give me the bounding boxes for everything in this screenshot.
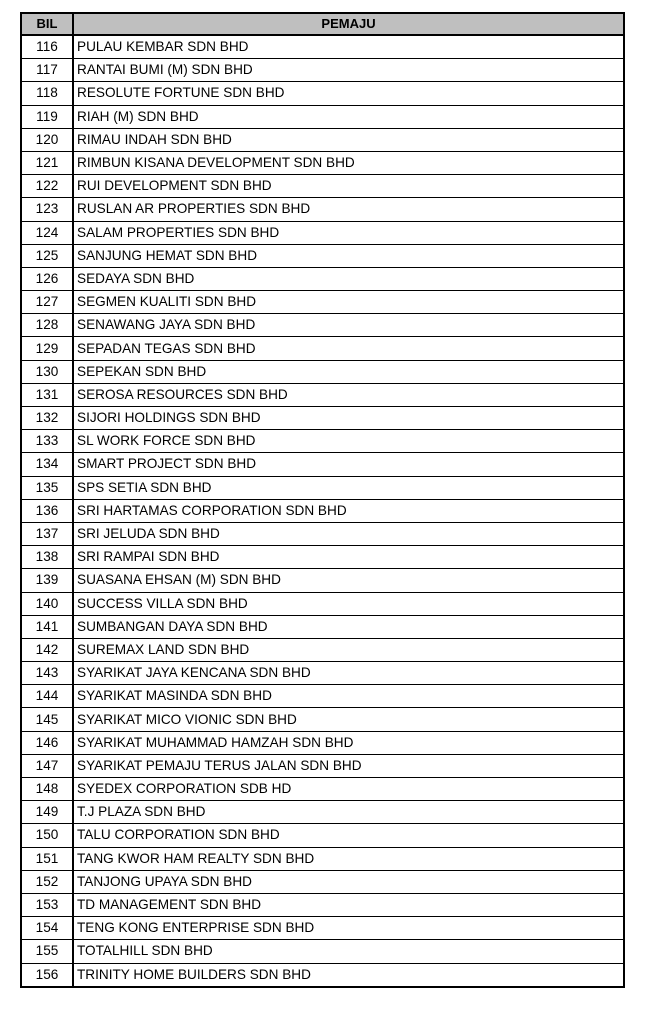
developer-name-cell: SEGMEN KUALITI SDN BHD xyxy=(73,291,624,314)
developer-name-cell: SYARIKAT MICO VIONIC SDN BHD xyxy=(73,708,624,731)
row-number-cell: 121 xyxy=(21,151,73,174)
row-number-cell: 137 xyxy=(21,522,73,545)
developer-name-cell: SUASANA EHSAN (M) SDN BHD xyxy=(73,569,624,592)
developer-name-cell: SMART PROJECT SDN BHD xyxy=(73,453,624,476)
row-number-cell: 155 xyxy=(21,940,73,963)
table-row xyxy=(21,499,624,522)
table-row xyxy=(21,685,624,708)
developer-name-cell: RIMAU INDAH SDN BHD xyxy=(73,128,624,151)
table-row xyxy=(21,360,624,383)
row-number-cell: 146 xyxy=(21,731,73,754)
row-number-cell: 142 xyxy=(21,638,73,661)
row-number-cell: 135 xyxy=(21,476,73,499)
row-number-cell: 118 xyxy=(21,82,73,105)
table-row xyxy=(21,430,624,453)
row-number-cell: 133 xyxy=(21,430,73,453)
row-number-cell: 154 xyxy=(21,917,73,940)
developer-name-cell: SEDAYA SDN BHD xyxy=(73,267,624,290)
table-row xyxy=(21,383,624,406)
table-row xyxy=(21,940,624,963)
table-row xyxy=(21,314,624,337)
row-number-cell: 123 xyxy=(21,198,73,221)
row-number-cell: 140 xyxy=(21,592,73,615)
table-row xyxy=(21,708,624,731)
row-number-cell: 150 xyxy=(21,824,73,847)
table-row xyxy=(21,546,624,569)
table-row xyxy=(21,198,624,221)
developer-name-cell: SYARIKAT MASINDA SDN BHD xyxy=(73,685,624,708)
row-number-cell: 129 xyxy=(21,337,73,360)
developer-name-cell: SIJORI HOLDINGS SDN BHD xyxy=(73,407,624,430)
table-header-row xyxy=(21,13,624,35)
row-number-cell: 144 xyxy=(21,685,73,708)
table-row xyxy=(21,662,624,685)
row-number-cell: 138 xyxy=(21,546,73,569)
row-number-cell: 152 xyxy=(21,870,73,893)
developer-name-cell: SYARIKAT JAYA KENCANA SDN BHD xyxy=(73,662,624,685)
table-row xyxy=(21,244,624,267)
row-number-cell: 131 xyxy=(21,383,73,406)
developer-name-cell: SEPEKAN SDN BHD xyxy=(73,360,624,383)
row-number-cell: 136 xyxy=(21,499,73,522)
row-number-cell: 151 xyxy=(21,847,73,870)
table-row xyxy=(21,35,624,59)
table-row xyxy=(21,105,624,128)
table-row xyxy=(21,82,624,105)
developer-name-cell: SALAM PROPERTIES SDN BHD xyxy=(73,221,624,244)
developer-name-cell: PULAU KEMBAR SDN BHD xyxy=(73,35,624,59)
developer-name-cell: TALU CORPORATION SDN BHD xyxy=(73,824,624,847)
table-body xyxy=(21,35,624,987)
developer-name-cell: SUREMAX LAND SDN BHD xyxy=(73,638,624,661)
developer-name-cell: TANG KWOR HAM REALTY SDN BHD xyxy=(73,847,624,870)
table-row xyxy=(21,893,624,916)
row-number-cell: 117 xyxy=(21,59,73,82)
table-row xyxy=(21,569,624,592)
developer-name-cell: RANTAI BUMI (M) SDN BHD xyxy=(73,59,624,82)
developer-name-cell: SRI RAMPAI SDN BHD xyxy=(73,546,624,569)
row-number-cell: 156 xyxy=(21,963,73,987)
column-header-bil: BIL xyxy=(21,13,73,35)
row-number-cell: 139 xyxy=(21,569,73,592)
developer-name-cell: RIMBUN KISANA DEVELOPMENT SDN BHD xyxy=(73,151,624,174)
developer-name-cell: SUMBANGAN DAYA SDN BHD xyxy=(73,615,624,638)
row-number-cell: 125 xyxy=(21,244,73,267)
row-number-cell: 143 xyxy=(21,662,73,685)
developer-name-cell: SPS SETIA SDN BHD xyxy=(73,476,624,499)
developer-name-cell: SYARIKAT PEMAJU TERUS JALAN SDN BHD xyxy=(73,754,624,777)
developer-name-cell: TRINITY HOME BUILDERS SDN BHD xyxy=(73,963,624,987)
row-number-cell: 126 xyxy=(21,267,73,290)
developer-table xyxy=(20,12,625,988)
table-row xyxy=(21,175,624,198)
table-row xyxy=(21,778,624,801)
row-number-cell: 141 xyxy=(21,615,73,638)
row-number-cell: 149 xyxy=(21,801,73,824)
table-row xyxy=(21,801,624,824)
developer-name-cell: SANJUNG HEMAT SDN BHD xyxy=(73,244,624,267)
row-number-cell: 122 xyxy=(21,175,73,198)
table-row xyxy=(21,453,624,476)
developer-name-cell: SYARIKAT MUHAMMAD HAMZAH SDN BHD xyxy=(73,731,624,754)
table-row xyxy=(21,917,624,940)
table-row xyxy=(21,870,624,893)
table-row xyxy=(21,151,624,174)
table-row xyxy=(21,221,624,244)
column-header-pemaju: PEMAJU xyxy=(73,13,624,35)
row-number-cell: 119 xyxy=(21,105,73,128)
developer-name-cell: SEPADAN TEGAS SDN BHD xyxy=(73,337,624,360)
developer-name-cell: SL WORK FORCE SDN BHD xyxy=(73,430,624,453)
table-row xyxy=(21,407,624,430)
developer-name-cell: RESOLUTE FORTUNE SDN BHD xyxy=(73,82,624,105)
row-number-cell: 130 xyxy=(21,360,73,383)
developer-name-cell: RUI DEVELOPMENT SDN BHD xyxy=(73,175,624,198)
table-row xyxy=(21,615,624,638)
table-row xyxy=(21,754,624,777)
row-number-cell: 127 xyxy=(21,291,73,314)
row-number-cell: 124 xyxy=(21,221,73,244)
table-row xyxy=(21,337,624,360)
developer-name-cell: RUSLAN AR PROPERTIES SDN BHD xyxy=(73,198,624,221)
row-number-cell: 116 xyxy=(21,35,73,59)
developer-name-cell: TENG KONG ENTERPRISE SDN BHD xyxy=(73,917,624,940)
table-row xyxy=(21,963,624,987)
developer-name-cell: T.J PLAZA SDN BHD xyxy=(73,801,624,824)
row-number-cell: 145 xyxy=(21,708,73,731)
row-number-cell: 128 xyxy=(21,314,73,337)
table-row xyxy=(21,59,624,82)
developer-name-cell: RIAH (M) SDN BHD xyxy=(73,105,624,128)
table-row xyxy=(21,291,624,314)
table-row xyxy=(21,824,624,847)
developer-name-cell: SRI JELUDA SDN BHD xyxy=(73,522,624,545)
developer-name-cell: SUCCESS VILLA SDN BHD xyxy=(73,592,624,615)
table-row xyxy=(21,592,624,615)
row-number-cell: 147 xyxy=(21,754,73,777)
table-row xyxy=(21,847,624,870)
table-row xyxy=(21,522,624,545)
developer-name-cell: TD MANAGEMENT SDN BHD xyxy=(73,893,624,916)
developer-name-cell: TOTALHILL SDN BHD xyxy=(73,940,624,963)
developer-name-cell: SYEDEX CORPORATION SDB HD xyxy=(73,778,624,801)
table-row xyxy=(21,267,624,290)
row-number-cell: 132 xyxy=(21,407,73,430)
table-row xyxy=(21,128,624,151)
developer-name-cell: SENAWANG JAYA SDN BHD xyxy=(73,314,624,337)
developer-name-cell: SRI HARTAMAS CORPORATION SDN BHD xyxy=(73,499,624,522)
row-number-cell: 153 xyxy=(21,893,73,916)
table-row xyxy=(21,476,624,499)
row-number-cell: 134 xyxy=(21,453,73,476)
developer-name-cell: TANJONG UPAYA SDN BHD xyxy=(73,870,624,893)
row-number-cell: 120 xyxy=(21,128,73,151)
table-row xyxy=(21,638,624,661)
row-number-cell: 148 xyxy=(21,778,73,801)
table-row xyxy=(21,731,624,754)
developer-name-cell: SEROSA RESOURCES SDN BHD xyxy=(73,383,624,406)
